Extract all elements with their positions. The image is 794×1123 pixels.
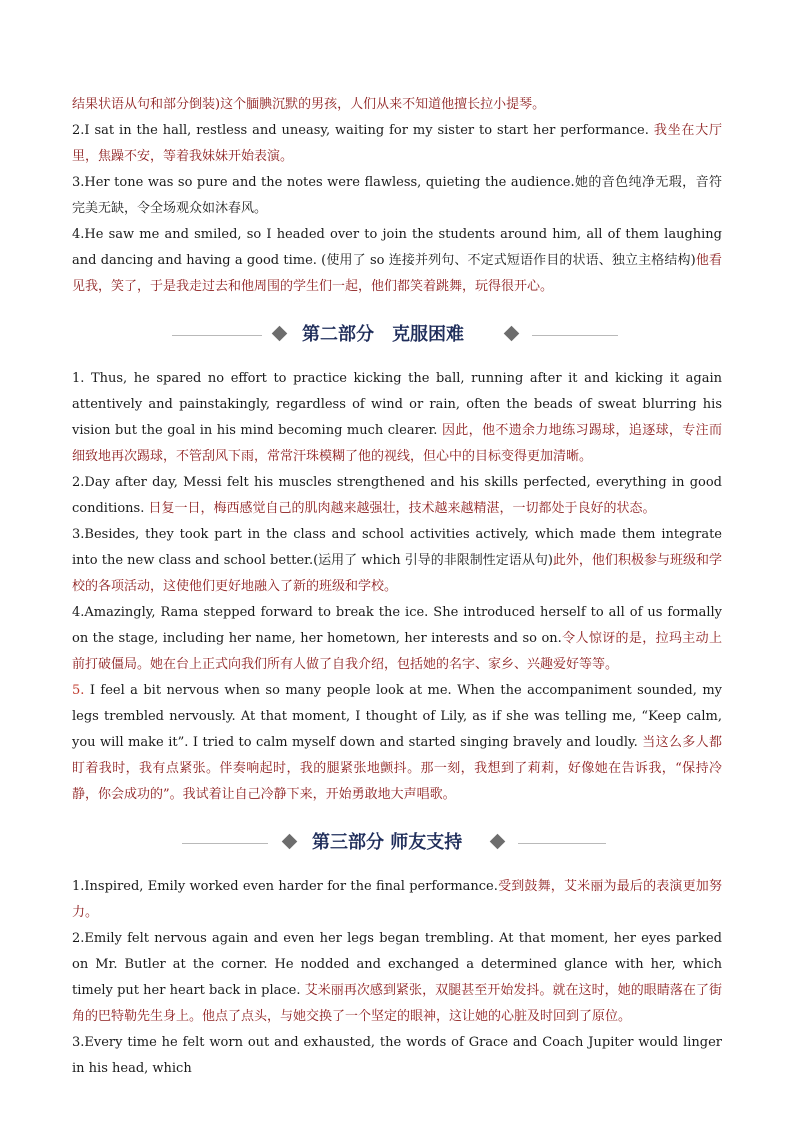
list-item [72, 1030, 722, 1082]
english-sentence: 1. Thus, he spared no effort to practice kicking the ball, running after it and kicking it again attentively and painstakingly, regardless of wind or rain, often the beads of sweat blurring his vision but the goal in his mind becoming much clearer. [72, 371, 722, 438]
chinese-translation: 当这么多人都盯着我时，我有点紧张。伴奏响起时，我的腿紧张地颤抖。那一刻，我想到了莉莉，好像她在告诉我，“保持冷静，你会成功的”。我试着让自己冷静下来，开始勇敢地大声唱歌。 [72, 735, 722, 802]
chinese-translation: 艾米丽再次感到紧张，双腿甚至开始发抖。就在这时，她的眼睛落在了街角的巴特勒先生身上。他点了点头，与她交换了一个坚定的眼神，这让她的心脏及时回到了原位。 [72, 983, 723, 1024]
english-sentence: 3.Every time he felt worn out and exhausted, the words of Grace and Coach Jupiter would linger in his head, which [72, 1035, 722, 1076]
list-item [72, 222, 722, 300]
diamond-icon [272, 326, 288, 342]
section-3 [72, 874, 722, 1082]
diamond-icon [490, 834, 506, 850]
list-item [72, 600, 722, 678]
chinese-translation: 因此，他不遗余力地练习踢球，追逐球，专注而细致地再次踢球，不管刮风下雨，常常汗珠模糊了他的视线，但心中的目标变得更加清晰。 [72, 423, 722, 464]
chinese-translation: 他看见我，笑了，于是我走过去和他周围的学生们一起，他们都笑着跳舞，玩得很开心。 [72, 253, 722, 294]
chinese-translation: 结果状语从句和部分倒装)这个腼腆沉默的男孩，人们从来不知道他擅长拉小提琴。 [72, 97, 546, 112]
english-sentence: 3.Her tone was so pure and the notes were flawless, quieting the audience. [72, 175, 575, 190]
list-item [72, 522, 722, 600]
english-sentence: 4.He saw me and smiled, so I headed over to join the students around him, all of them laughing and dancing and having a good time. (使用了 so 连接并列句、不定式短语作目的状语、独立主格结构) [72, 227, 722, 268]
list-item [72, 92, 722, 118]
heading-divider-left [182, 843, 268, 844]
section-title: 第二部分 克服困难 [302, 324, 464, 345]
list-item [72, 470, 722, 522]
item-number: 5. [72, 683, 85, 698]
diamond-icon [504, 326, 520, 342]
chinese-translation: 此外，他们积极参与班级和学校的各项活动，这使他们更好地融入了新的班级和学校。 [72, 553, 722, 594]
chinese-translation: 令人惊讶的是，拉玛主动上前打破僵局。她在台上正式向我们所有人做了自我介绍，包括她的名字、家乡、兴趣爱好等等。 [72, 631, 722, 672]
diamond-icon [282, 834, 298, 850]
section-title: 第三部分 师友支持 [312, 832, 463, 853]
english-sentence: 2.Day after day, Messi felt his muscles strengthened and his skills perfected, everything in good conditions. [72, 475, 722, 516]
list-item [72, 926, 722, 1030]
heading-divider-right [518, 843, 606, 844]
chinese-translation: 我坐在大厅里，焦躁不安，等着我妹妹开始表演。 [72, 123, 722, 164]
list-item [72, 170, 722, 222]
section-1 [72, 92, 722, 300]
section-heading [72, 818, 722, 868]
chinese-translation: 她的音色纯净无瑕，音符完美无缺，令全场观众如沐春风。 [72, 175, 722, 216]
list-item [72, 118, 722, 170]
chinese-translation: 日复一日，梅西感觉自己的肌肉越来越强壮，技术越来越精湛，一切都处于良好的状态。 [148, 501, 656, 516]
document-page [72, 92, 722, 1082]
list-item [72, 366, 722, 470]
english-sentence: 2.I sat in the hall, restless and uneasy, waiting for my sister to start her performance. [72, 123, 649, 138]
chinese-translation: 受到鼓舞，艾米丽为最后的表演更加努力。 [72, 879, 722, 920]
list-item [72, 678, 722, 808]
english-sentence: 2.Emily felt nervous again and even her legs began trembling. At that moment, her eyes parked on Mr. Butler at the corner. He nodded and exchanged a determined glance with her, which timely put her heart back in place. [72, 931, 722, 998]
english-sentence: 1.Inspired, Emily worked even harder for the final performance. [72, 879, 498, 894]
heading-divider-left [172, 335, 262, 336]
english-sentence: 3.Besides, they took part in the class and school activities actively, which made them integrate into the new class and school better.(运用了 which 引导的非限制性定语从句) [72, 527, 722, 568]
english-sentence: 4.Amazingly, Rama stepped forward to break the ice. She introduced herself to all of us formally on the stage, including her name, her hometown, her interests and so on. [72, 605, 722, 646]
section-2 [72, 366, 722, 808]
list-item [72, 874, 722, 926]
english-sentence: I feel a bit nervous when so many people look at me. When the accompaniment sounded, my legs trembled nervously. At that moment, I thought of Lily, as if she was telling me, “Keep calm, you will make it”. I tried to calm myself down and started singing bravely and loudly. [72, 683, 722, 750]
section-heading [72, 310, 722, 360]
heading-divider-right [532, 335, 618, 336]
